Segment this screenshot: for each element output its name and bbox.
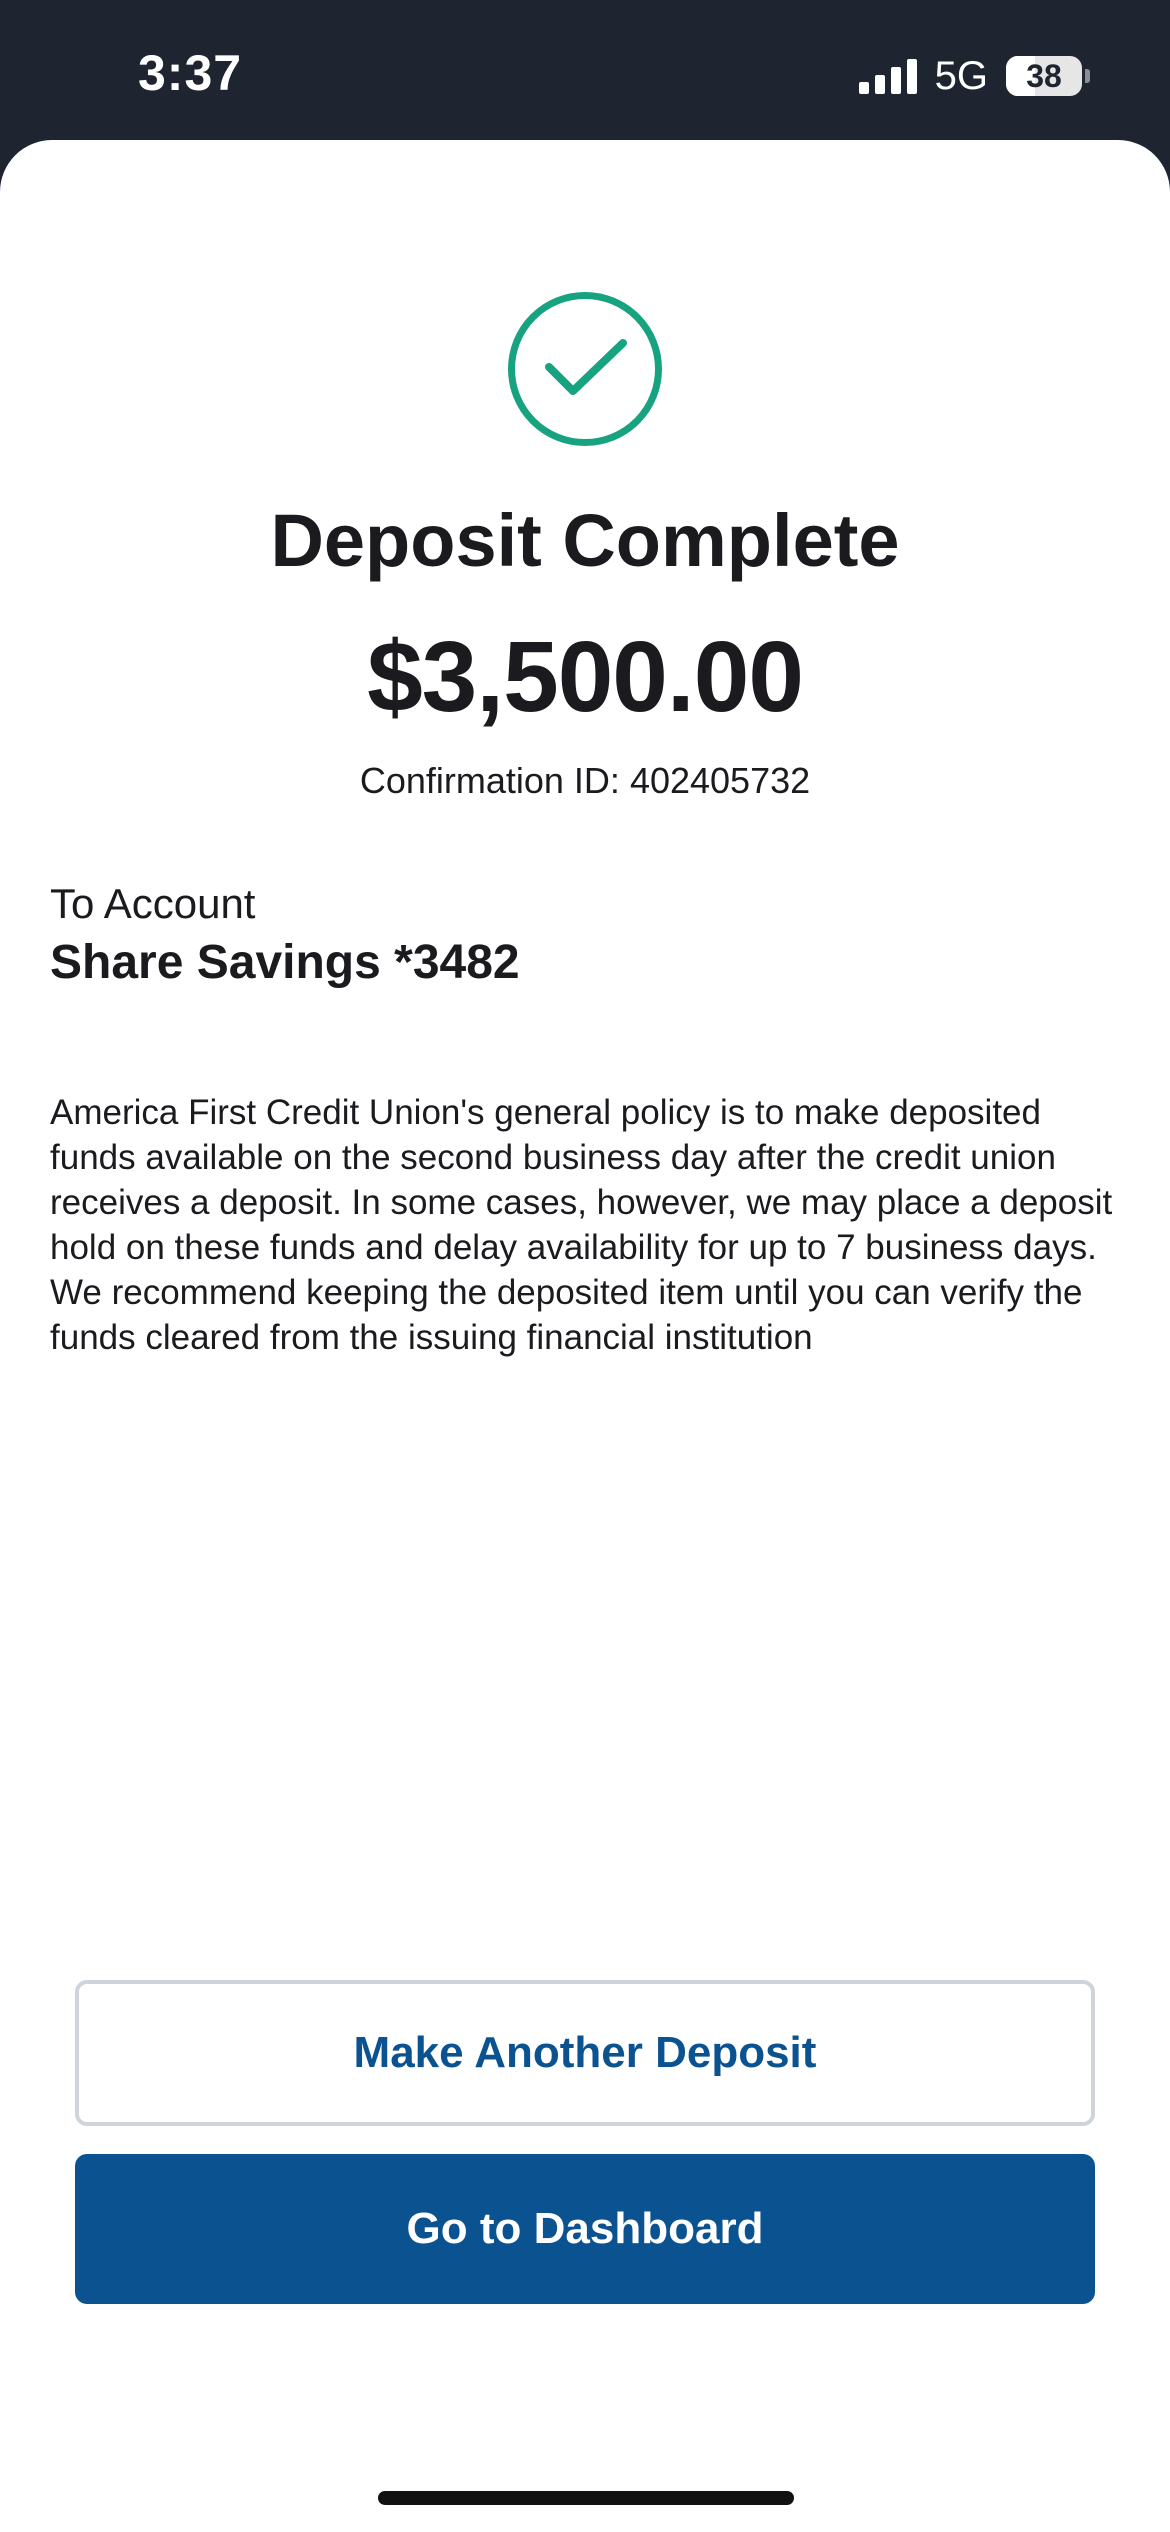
- network-type: 5G: [934, 53, 988, 98]
- battery-percentage: 38: [1026, 57, 1062, 94]
- funds-availability-policy: America First Credit Union's general policy is to make deposited funds available on the second business day after the credit union receives a deposit. In some cases, however, we may place a deposit hold on these funds and delay availability for up to 7 business days. We recommend keeping the deposited item until you can verify the funds cleared from the issuing financial institution: [50, 1093, 1113, 1357]
- deposit-amount: $3,500.00: [367, 621, 803, 733]
- page-title: Deposit Complete: [270, 499, 900, 582]
- deposit-complete-sheet: [0, 140, 1170, 2532]
- status-bar: [0, 0, 1170, 150]
- to-account-value: Share Savings *3482: [50, 936, 520, 989]
- cellular-signal-icon: [859, 58, 917, 94]
- status-time: 3:37: [138, 45, 243, 101]
- make-another-deposit-button[interactable]: Make Another Deposit: [75, 1980, 1095, 2126]
- confirmation-id-row: [0, 760, 1170, 802]
- confirmation-id-label: Confirmation ID:: [359, 760, 620, 801]
- check-circle-icon: [508, 292, 662, 446]
- home-indicator[interactable]: [378, 2491, 794, 2505]
- status-indicators: [859, 52, 1090, 100]
- confirmation-id-value: 402405732: [629, 760, 811, 801]
- go-to-dashboard-button[interactable]: Go to Dashboard: [75, 2154, 1095, 2304]
- to-account-label: To Account: [50, 880, 256, 927]
- battery-icon: [1006, 56, 1090, 96]
